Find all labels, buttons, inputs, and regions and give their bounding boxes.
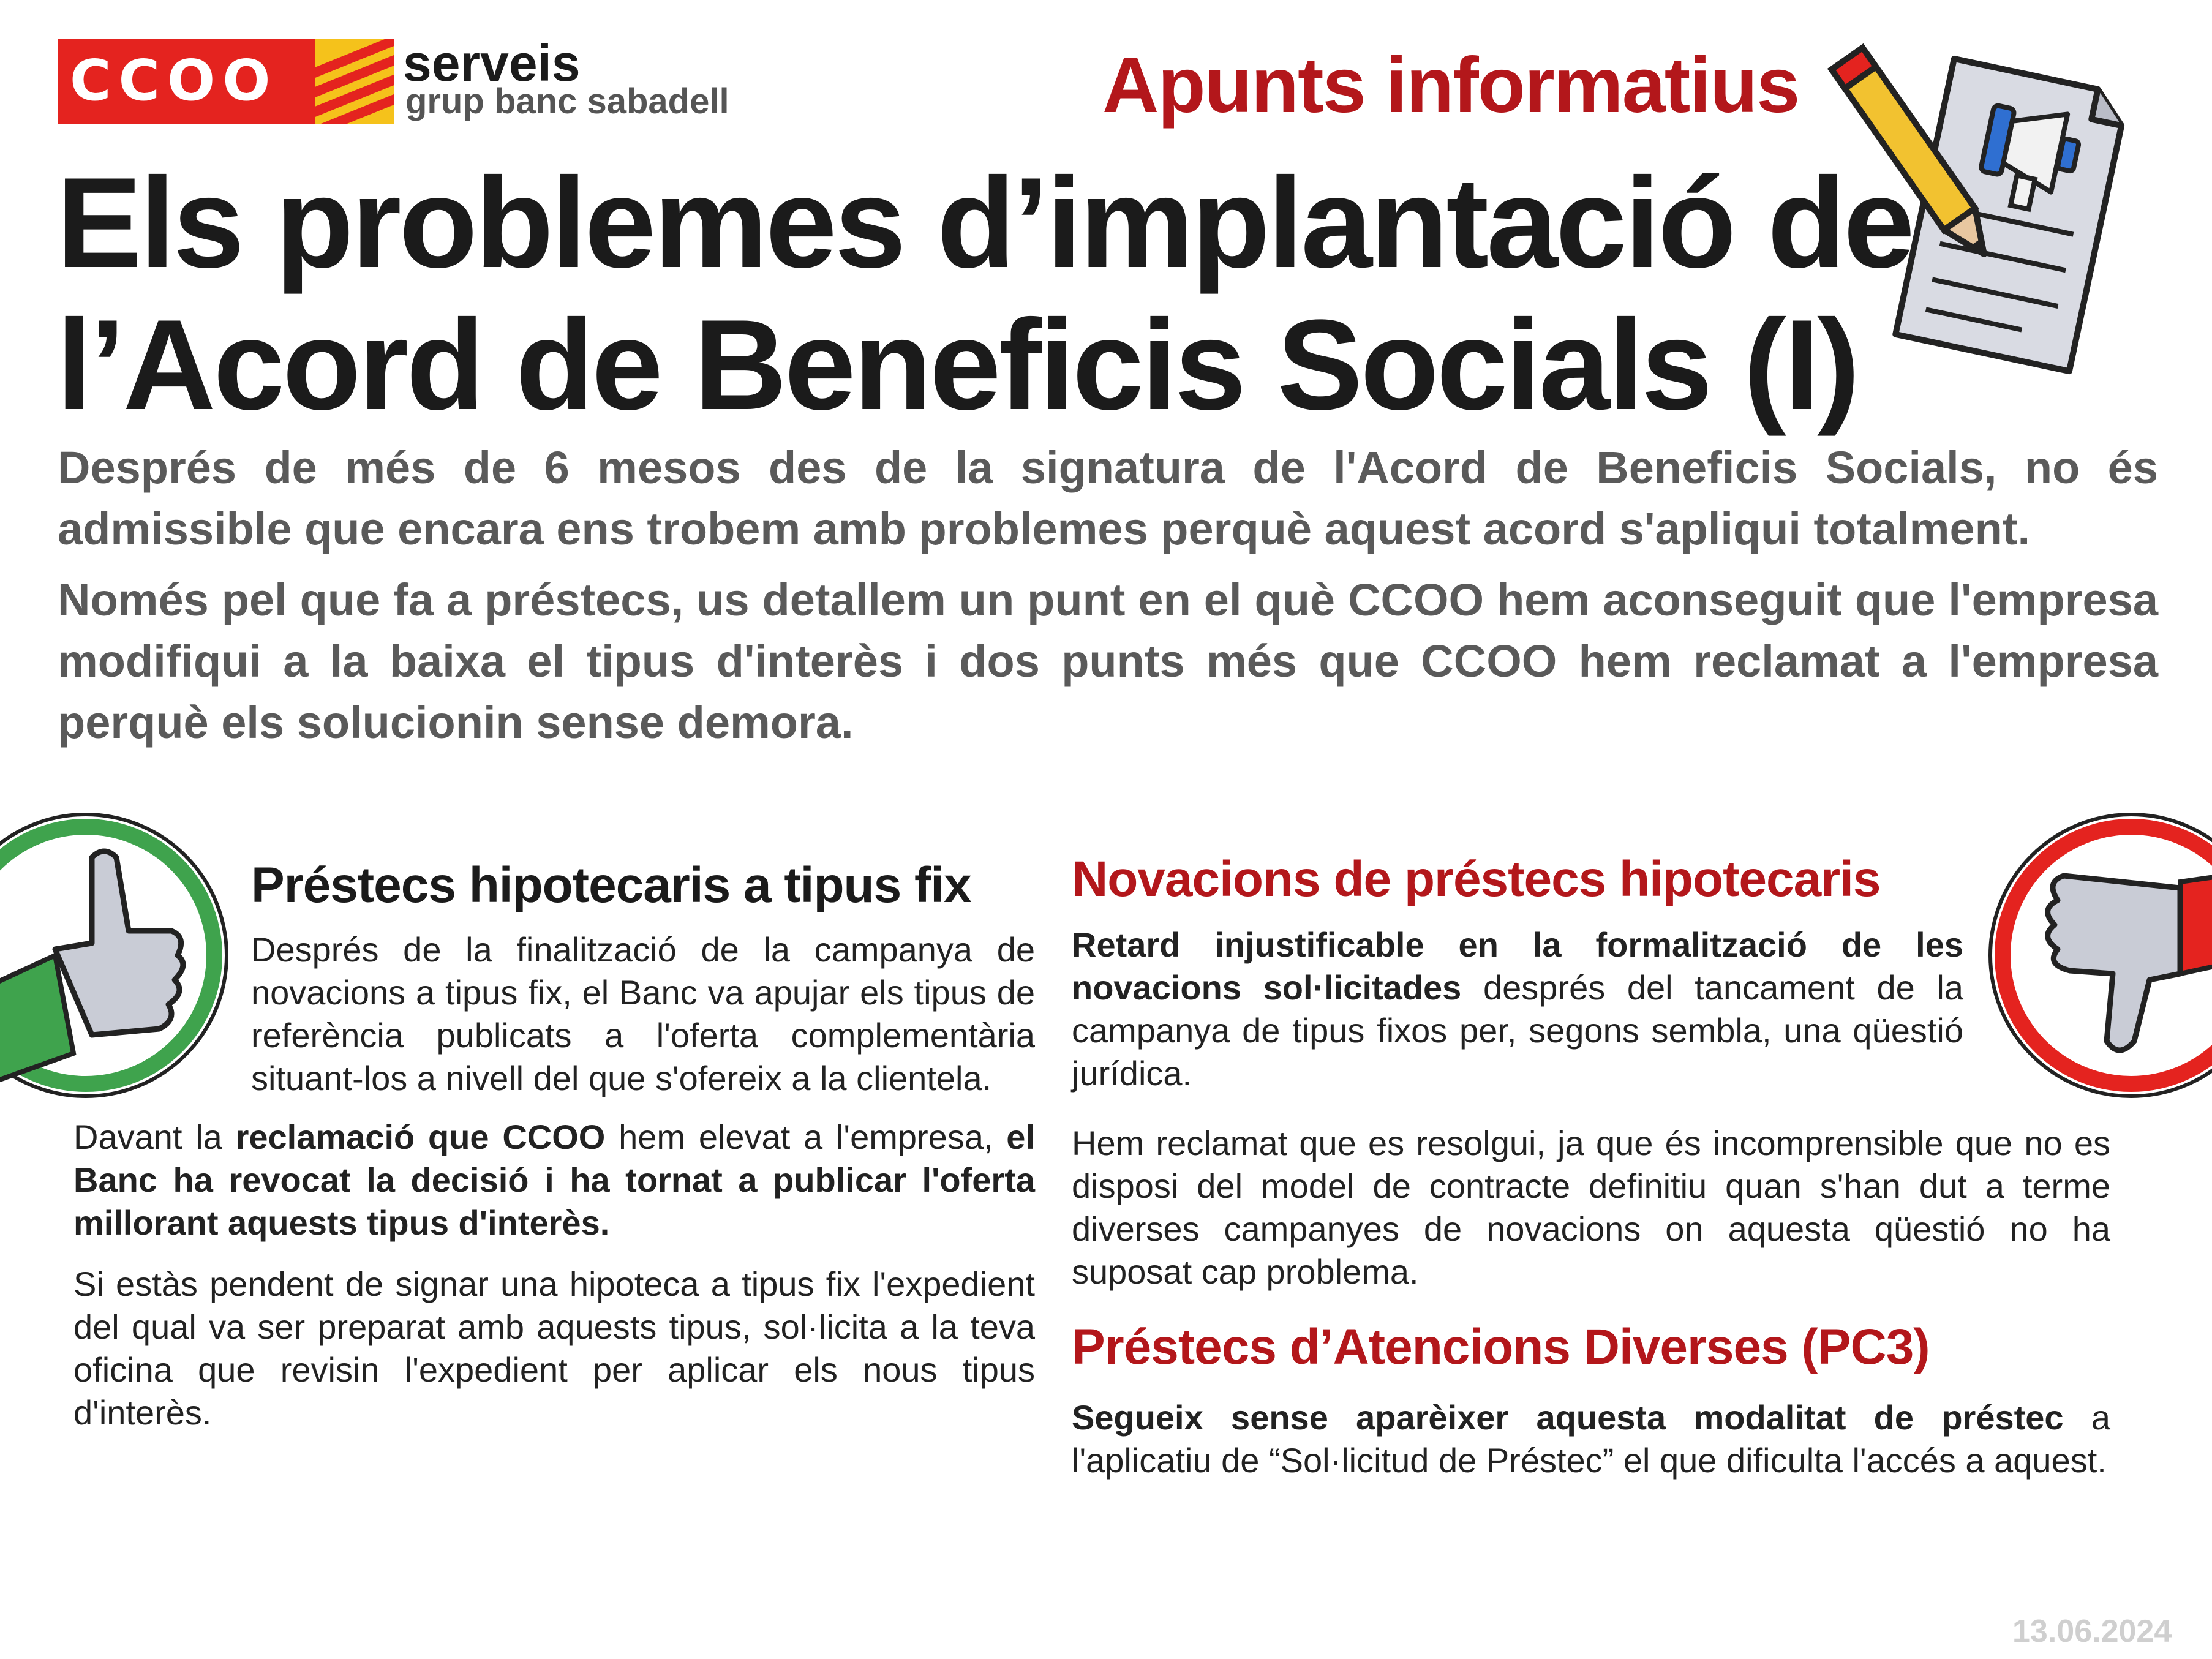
s1-p2-text-c: hem elevat a l'empresa, [605, 1118, 1007, 1156]
thumbs-up-icon [0, 808, 245, 1102]
intro-paragraph-2: Només pel que fa a préstecs, us detallem un punt en el què CCOO hem aconseguit que l'empresa modifiqui a la baixa el tipus d'interès i dos punts més que CCOO hem reclamat a l'empresa perquè els solucionin sense demora. [58, 574, 2158, 748]
s1-p2-text-a: Davant la [73, 1118, 236, 1156]
catalan-flag-icon [315, 39, 394, 124]
section1-paragraph-3: Si estàs pendent de signar una hipoteca a tipus fix l'expedient del qual va ser preparat amb aquests tipus, sol·licita a la teva oficina que revisin l'expedient per aplicar els nous tipus d'interès. [73, 1265, 1035, 1432]
s1-p2-bold-b: reclamació que CCOO [235, 1118, 606, 1156]
logo-subtitle: grup banc sabadell [405, 81, 729, 121]
logo-serveis: serveis [403, 34, 581, 92]
section1-paragraph-2 [73, 1116, 1035, 1244]
title-line-2: l’Acord de Beneficis Socials (I) [56, 293, 1858, 437]
s3-p1-bold: Segueix sense aparèixer aquesta modalitat de préstec [1072, 1398, 2064, 1437]
title-line-1: Els problemes d’implantació de [56, 151, 1913, 295]
intro-paragraph-1: Després de més de 6 mesos des de la signatura de l'Acord de Beneficis Socials, no és admissible que encara ens trobem amb problemes perquè aquest acord s'apliqui totalment. [58, 442, 2158, 554]
ccoo-logo-text: CCOO [70, 48, 278, 113]
section-title-pc3-loans: Préstecs d’Atencions Diverses (PC3) [1072, 1319, 1930, 1375]
section-title-novations: Novacions de préstecs hipotecaris [1072, 851, 1881, 907]
publication-label: Apunts informatius [1102, 42, 1799, 129]
s2-p1-bold: Retard injustificable en la formalització de les novacions sol·licitades [1072, 925, 1963, 1007]
section2-paragraph-1 [1072, 924, 1963, 1095]
section2-paragraph-2: Hem reclamat que es resolgui, ja que és incomprensible que no es disposi del model de contracte definitiu quan s'han dut a terme diverses campanyes de novacions on aquesta qüestió no ha suposat cap problema. [1072, 1124, 2110, 1291]
publication-date: 13.06.2024 [2012, 1614, 2172, 1649]
page-title [56, 151, 1913, 437]
s3-p1-text: a l'aplicatiu de “Sol·licitud de Préstec” el que dificulta l'accés a aquest. [1072, 1398, 2110, 1480]
thumbs-down-icon [1978, 808, 2212, 1102]
section-title-fixed-mortgages: Préstecs hipotecaris a tipus fix [251, 857, 971, 913]
s1-p2-bold-d: el Banc ha revocat la decisió i ha tornat a publicar l'oferta millorant aquests tipus d'interès. [73, 1118, 1035, 1242]
ccoo-logo [58, 39, 315, 124]
section1-paragraph-1: Després de la finalització de la campanya de novacions a tipus fix, el Banc va apujar els tipus de referència publicats a l'oferta complementària situant-los a nivell del que s'ofereix a la clientela. [251, 930, 1035, 1097]
section3-paragraph-1 [1072, 1396, 2110, 1482]
s2-p1-text: després del tancament de la campanya de tipus fixos per, segons sembla, una qüestió jurídica. [1072, 968, 1963, 1093]
